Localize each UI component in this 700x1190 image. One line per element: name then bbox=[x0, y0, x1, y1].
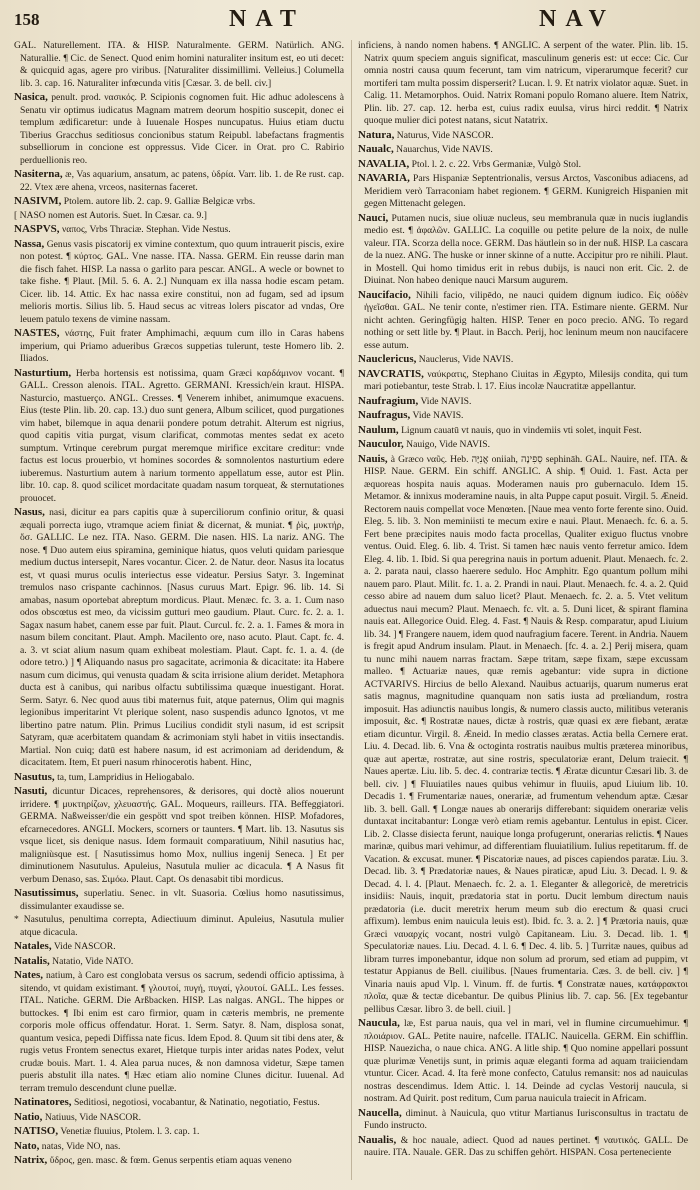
entry-text: Nihili facio, vilipēdo, ne nauci quidem dignum iudico. Εἰς οὐδὲν ἡγεῖσθαι. GAL. Ne tenir conte, n'estimer rien. ITA. Estimare niente. GERM. Nur nicht achten. Geringfügig halten. HISP. Tener en poco precio. ANG. To regard nothing or sett litle by. ¶ Plaut. in Bacch. Perij, hoc leninum meum non naucifacere esse autum. bbox=[364, 289, 688, 351]
entry-text: Natiuus, Vide NASCOR. bbox=[44, 1111, 142, 1123]
entry-headword: NASPVS, bbox=[14, 223, 60, 235]
entry-headword: Nauculor, bbox=[358, 438, 404, 450]
entry-text: Seditiosi, negotiosi, vocabantur, & Natinatio, negotiatio, Festus. bbox=[73, 1097, 320, 1108]
entry-text: Nauigo, Vide NAVIS. bbox=[406, 439, 490, 450]
entry-text: Vide NASCOR. bbox=[53, 941, 116, 952]
entry-text: Genus vasis piscatorij ex vimine contextum, quo quum intrauerit piscis, exire non potest. ¶ κύρτος. GAL. Vne nasse. ITA. Nassa. GERM. Ein reusse darin man die fisch fahet. HISP. La nassa o garlito para pescar. ANGL. A wecle or bownet to take fishe. ¶ Plaut. [Mil. 5. 6. A. 2.] Nunquam ex illa nassa hodie escam petam. Cicer. lib. 14. Attic. Ex hac nassa exire constitui, non ad fugam, sed ad ipsum melioris mortis. Silius lib. 5. Haud secus ac vitreas lolers piscator ad vndas, Ore leuem patulo texens de vimine nassam. bbox=[20, 238, 344, 325]
entry-headword: Natio, bbox=[14, 1110, 43, 1123]
entry-text: Ptolem. autore lib. 2. cap. 9. Galliæ Belgicæ vrbs. bbox=[63, 196, 256, 207]
dictionary-entry bbox=[14, 940, 344, 954]
dictionary-entry bbox=[14, 195, 344, 209]
entry-text: νάστης, Fuit frater Amphimachi, æquum cum illo in Caras habens imperium, qui Priamo adueribus Græcos suppetias tulerunt, teste Homero lib. 2. Iliados. bbox=[20, 328, 344, 364]
entry-headword: Natinatores, bbox=[14, 1096, 72, 1108]
entry-headword: Nauclericus, bbox=[358, 353, 417, 365]
dictionary-entry bbox=[358, 172, 688, 211]
entry-headword: Nates, bbox=[14, 969, 44, 981]
entry-text: ta, tum, Lampridius in Heliogabalo. bbox=[57, 771, 195, 783]
entry-headword: NAVCRATIS, bbox=[358, 367, 424, 380]
dictionary-entry bbox=[14, 969, 344, 1095]
dictionary-entry bbox=[358, 353, 688, 367]
entry-headword: Nassa, bbox=[14, 237, 45, 250]
entry-text: & hoc nauale, adiect. Quod ad naues pertinet. ¶ ναυτικός. GALL. De nauire. ITA. Nauale. GER. Das zu schiffen gehört. HISPAN. Cosa perteneciente bbox=[364, 1134, 688, 1158]
entry-headword: Nasiterna, bbox=[14, 168, 63, 180]
entry-text: æ, Vas aquarium, ansatum, ac patens, ὑδρία. Varr. lib. 1. de Re rust. cap. 22. Vtex ære ahena, vrceos, nasiternas faceret. bbox=[20, 169, 344, 193]
dictionary-entry bbox=[14, 168, 344, 194]
entry-headword: NASTES, bbox=[14, 327, 60, 339]
dictionary-entry bbox=[358, 289, 688, 353]
entry-headword: Nasturtium, bbox=[14, 366, 72, 379]
entry-text: Venetiæ fluuius, Ptolem. l. 3. cap. 1. bbox=[60, 1126, 200, 1137]
entry-headword: Nauis, bbox=[358, 452, 388, 465]
dictionary-entry bbox=[14, 955, 344, 969]
dictionary-entry bbox=[358, 438, 688, 452]
entry-headword: Naucifacio, bbox=[358, 288, 411, 301]
entry-headword: Nasus, bbox=[14, 506, 45, 518]
entry-headword: Naufragium, bbox=[358, 394, 419, 407]
entry-headword: Natura, bbox=[358, 128, 395, 141]
entry-headword: Natalis, bbox=[14, 954, 50, 967]
entry-text: Ptol. l. 2. c. 22. Vrbs Germaniæ, Vulgò Stol. bbox=[411, 158, 581, 170]
dictionary-entry bbox=[14, 1125, 344, 1139]
dictionary-entry bbox=[14, 1140, 344, 1154]
text-columns bbox=[14, 40, 688, 1180]
entry-headword: Nasutus, bbox=[14, 770, 55, 783]
entry-text: GAL. Naturellement. ITA. & HISP. Naturalmente. GERM. Natürlich. ANG. Naturallie. ¶ Cic. de Senect. Quod enim homini naturaliter insitum est, eo uti decet: & quicquid agas, agere pro viribus. [Naturaliter dissimillimi. Velleius.] Columella lib. 3. cap. 16. Naturaliter infœcunda vitis [Cæsar. 3. de bell. civ.] bbox=[14, 40, 344, 89]
dictionary-entry bbox=[358, 424, 688, 438]
page-number: 158 bbox=[14, 10, 40, 29]
entry-headword: Natrix, bbox=[14, 1154, 48, 1166]
entry-text: Putamen nucis, siue oliuæ nucleus, seu membranula quæ in nucis iuglandis medio est. ¶ ἀφαλῶν. GALLIC. La coquille ou petite pelure de la noix, de nulle valeur. ITA. Scorza della noce. GERM. Das häutlein so in der nuß. HISP. La cascara de la nuez. ANG. The huske or inner skinne of a nutte. Accipitur pro re nihili. Plaut. in Mostell. Qui homo timidus erit in rebus dubijs, is nauci non erit. Cic. 2. de Diuinat. Non habeo denique nauci Marsum augurem. bbox=[364, 212, 688, 286]
entry-text: Lignum cauatū vt nauis, quo in vindemiis vti solet, inquit Fest. bbox=[401, 424, 642, 436]
entry-headword: Natales, bbox=[14, 940, 52, 952]
entry-headword: Nasutissimus, bbox=[14, 887, 79, 899]
column-divider bbox=[351, 40, 352, 1180]
dictionary-entry bbox=[14, 238, 344, 327]
dictionary-entry bbox=[14, 1154, 344, 1168]
entry-headword: NAVALIA, bbox=[358, 157, 410, 170]
left-column bbox=[14, 40, 344, 1180]
page-header bbox=[14, 6, 688, 40]
dictionary-entry bbox=[14, 91, 344, 167]
dictionary-entry bbox=[14, 327, 344, 366]
entry-headword: NASIVM, bbox=[14, 195, 62, 207]
entry-text: ναπος, Vrbs Thraciæ. Stephan. Vide Nestus. bbox=[61, 224, 231, 235]
dictionary-entry bbox=[358, 395, 688, 409]
entry-text: nasi, dicitur ea pars capitis quæ à superciliorum confinio oritur, & quasi æquali porrecta iugo, vtramque aciem finiat & dicernat, & muniat. ¶ ῥὶς, μυκτήρ, ὄσ. GALLIC. Le nez. ITA. Naso. GERM. Die nasen. HIS. La nariz. ANG. The nose. ¶ Duo autem eius spiramina, geminique hiatus, quos veluti quidam pariesque medium ductus intersepit, Nares vocantur. Cicer. 2. de Natur. deor. Nasus ita locatus est, vt quasi murus oculis interiectus esse videatur. Persius Satyr. 3. Ingeminat tremulos naso crispante cachinnos. [Nasus curuus Mart. Epigr. 96. lib. 14. Si amabas, nasum oportebat abreptum mordicus. Plaut. Menæc. fc. 3. a. 1. Cum naso odos obscœtus est meo, da vicissim gutturi meo gaudium. Plaut. Curc. fc. 2. a. 1. Sagax nasum habet, canem esse par fuit. Plaut. Curcul. fc. 2. a. 1. Fames & mora in nasum bilem concitant. Plaut. Amph. Macilento ore, naso acuto. Plaut. Capt. fc. 4. a. 3. vt sciat alium nasum quam exhibeat molestiam. Plaut. Capt. fc. 1. a. 4. (de odore tetro.) ] ¶ Aliquando nasus pro sagacitate, acrimonia & dicacitate: ita Habere nasum cum dicimus, qui venusta quadam & scita irrisione alium deridet. Metaphora ducta est à canibus, qui naribus olfactu subtilissima quæque inuestigant. Horat. Serm. Satyr. 6. Nec quod auus tibi maternus fuit, atque paternus, Olim qui magnis legionibus imperitarint Vt plerique solent, naso suspendis adunco Ignotos, vt me libertino patre natum. Plin. Primus Lucilius condidit styli nasum, id est scripsit Satyram, quæ acerbitatem quandam & acrimoniam styli habet in vitiis insectandis. Martial. Non cuiq; datū est habere nasum, id est acrimoniam ad deridendum, & dicacitatem. Item, Et pueri nasum rhinocerotis habent. Hinc, bbox=[20, 507, 344, 768]
entry-headword: Naufragus, bbox=[358, 409, 411, 421]
dictionary-entry bbox=[14, 914, 344, 939]
entry-text: inficiens, à nando nomen habens. ¶ ANGLIC. A serpent of the water. Plin. lib. 15. Natrix quum speciem anguis significat, masculinum generis est: ut ecce: Cic. Cur omnia nostri causa quum fecerunt, tam vim natricum, viperarumque fecerit? cur mortiferi tam multa possim disperserit? Lucan. l. 9. Et natrix violator aquæ. Suet. in Calig. 11. Metamorphos. Ouid. Natrix Romani populo Romano aluere. Item Natrix, Plin. lib. 27. cap. 12. herba est, cuius radix euulsa, virus hirci reddit. ¶ Natrix quoque mulier dici potest natans, sicut Natatrix. bbox=[358, 40, 688, 126]
entry-text: natas, Vide NO, nas. bbox=[41, 1140, 121, 1152]
entry-headword: Naucella, bbox=[358, 1106, 402, 1119]
entry-headword: Nasuti, bbox=[14, 785, 48, 797]
entry-text: * Nasutulus, penultima correpta, Adiectiuum diminut. Apuleius, Nasutula mulier atque dicacula. bbox=[14, 914, 344, 938]
dictionary-entry bbox=[358, 453, 688, 1017]
dictionary-entry bbox=[14, 40, 344, 90]
dictionary-entry bbox=[358, 1107, 688, 1133]
entry-text: Nauarchus, Vide NAVIS. bbox=[396, 144, 493, 155]
dictionary-entry bbox=[14, 210, 344, 223]
entry-text: à Græco ναῦς. Heb. אֳנִיָּה oniiah, סְפִינָה sephināh. GAL. Nauire, nef. ITA. & HISP. Naue. GERM. Ein schiff. ANGLIC. A ship. ¶ Ouid. 1. Fast. Acta per æquoreas hospita nauis aquas. Moderamen nauis pro gubernaculo. Idem 15. Metamor. & innixus moderamine nauis, in alta Puppe caput posuit. Virgil. 5. Æneid. Rectorem nauis compellat voce Menœten. [Naue mea vento forte ferente sino. Ouid. Eleg. 5. lib. 3. Non meminiisti te mecum exire e naui. Plaut. Menaech. fc. 6. a. 5. Fert bene præcipites nauis modo facta procellas, Qualiter exiguo fluctus vnobre ventus. Ouid. Eleg. 6. lib. 4. Trist. Si tamen hæc nauis vento ferretur amico. Idem Eleg. 4. lib. 1. Ibid. Si qua peregrina nauis in portum aduenit. Plaut. Menaech. fc. 2. a. 2. parata naui, classo haerere sedulo. Hoc Amphitr. Ego quantum pollum mihi nauem paro. Plaut. Milit. fc. 1. a. 2. Prandi in naui. Plaut. Menaech. fc. 4. a. 2. Quid cesso abire ad nauem dum saluo licet? Plaut. Menaech. fc. 2. a. 5. Vtet velitum aduectus naui mecum? Plaut. Menaech. fc. vlt. a. 5. Duni licet, & spirant flamina nauis eat. Allegorice Ouid. Eleg. 4. Fast. ¶ Nauis & Resp. comparatur, apud Liuium lib. 34. ] ¶ Frangere nauem, idem quod naufragium facere. Terent. in Andria. Nauem is fregit apud Andrum insulam. Plaut. in Menaech. [fc. 4. a. 2.] Perij misera, quam tu nunc mihi nauem narras fractam. Sæpe tritam, sæpe fixam, sæpe excussam malleo. ¶ Actuariæ naues, quæ remis agebantur: vide supra in dictione ACTVARIVS. Hircius de bello Alexand. Nauibus actuarijs, quarum numerus erat satis magnus, magnitudine quanquam non satis iusta ad prœliandum, rostra imposuit. Has adiunctis nauibus longis, & numero classis aucto, militibus veteranis imposuit, &c. ¶ Rostratæ naues, dictæ à rostris, quæ quasi ex ære fiebant, æratæ etiam dicuntur. Virgil. 8. Æneid. In medio classes æratas. Actia bella Cernere erat. Liu. 4. Decad. lib. 6. Vna & octoginta rostratis nauibus multis præterea minoribus, quæ aut apertæ, rostratæ, aut sine rostris, speculatoriæ erant, Delum traiecit. ¶ Naues apertæ. Liu. lib. 5. dec. 4. contrariæ tectis. ¶ Æratæ dicuntur Cæsari lib. 3. de bell. civ. ] ¶ Fluuiatiles naues quibus vehimur in fluuiis, apud Liuium lib. 10. Decadis 1. ¶ Frumentariæ naues, onerariæ, ad frumentum vehendum aptæ. Cæsar lib. 3. bell. Gall. ¶ Longæ naues ab onerarijs differebant: siquidem onerariæ velis duntaxat incitabantur: Longæ verò etiam remis agebantur. Lentulus in epist. Cicer. Lib. 2. Classe disiecta ferunt, nauique longa profugerunt, onerarias relictis. ¶ Naues marinæ, quibus mari vehimur, ad differentiam fluuiatilium. Iulius repetitarum. ff. de Vacation. & excusat. muner. ¶ Piscatoriæ naues, ad pisces capiendos paratæ. Liu. 3. Decad. lib. 3. ¶ Prædatoriæ naues, & Naues piraticæ, apud Liu. 3. Decad. l. 9. & Decad. 4. l. 4. [Plaut. Menaech. fc. 2. a. 1. Eleganter & allegoricè, de meretricis insidiis: Nauis, inquit, prædatoria stat in portu. Ducit lembum directum nauis prædatoria (i.e. ducit meretrix herum meum sub dio erectum & quasi cruci affixum). lembus enim nauicula leuis est). Ibid. fc. 3. a. 2. ] ¶ Prætoria nauis, quæ Græci ναυαρχίς vocant, nostri vulgò Capitaneam. Liu. 3. Decad. lib. 1. ¶ Speculatoriæ naues. Liu. Decad. 4. l. 6. ¶ Dec. 4. lib. 5. ] Turritæ naues, quibus ad libram turres imponebantur, idque non solum ad prorum, sed etiam ad puppim, vt testatur Appianus de Bell. ciuilibus. [Naues frumentaria. Cæs. 3. de bell. civ. ] ¶ Vinaria nauis apud Vlp. l. Vinum. ff. de furtis. ¶ Constratæ naues, κατάφρακτοι πλοῖα, quæ & tectæ dicebantur. De quibus Plinius lib. 7. cap. 56. [Ex tegebantur pellibus Cæsar. libro 3. de bell. ciuil. ] bbox=[364, 453, 688, 1015]
dictionary-entry bbox=[14, 785, 344, 886]
entry-headword: NAVARIA, bbox=[358, 172, 410, 184]
entry-text: Pars Hispaniæ Septentrionalis, versus Arctos, Vasconibus adiacens, ad Meridiem verò Tarraconiam habet regionem. ¶ GERM. Kunigreich Hispanien mit gegen Mittenacht gelegen. bbox=[364, 173, 688, 209]
dictionary-entry bbox=[358, 40, 688, 128]
dictionary-entry bbox=[14, 367, 344, 506]
entry-text: ναύκρατις, Stephano Ciuitas in Ægypto, Milesijs condita, qui tum mari potiebantur, teste Strab. l. 17. Eius incolæ Naucratitæ appellantur. bbox=[364, 368, 688, 392]
entry-text: Vide NAVIS. bbox=[412, 410, 464, 421]
entry-text: læ, Est parua nauis, qua vel in mari, vel in flumine circumuehimur. ¶ πλοιάριον. GAL. Petite nauire, nafcelle. ITALIC. Nauicella. GERM. Ein schifflin. HISP. Nauezicha, o naue chica. ANG. A litle ship. ¶ Quo nomine appellari possunt quæ plurimæ Venetijs sunt, in primis aquæ eleganti forma ad aquam traiiciendam vtuntur. Cicer. Acad. 4. Ita ferè mone confecto, Catulus remansit: nos ad nauiculas nostras descendimus. Idem Attic. l. 14. Deinde ad cyclas Vestorij naucula, si nostram. Ad Quirit. post reditum, Cum parua nauicula traiecit in Africam. bbox=[364, 1018, 688, 1104]
dictionary-entry bbox=[358, 212, 688, 288]
dictionary-entry bbox=[358, 143, 688, 157]
entry-text: penult. prod. νασικός. P. Scipionis cognomen fuit. Hic adhuc adolescens à Senatu vir optimus iudicatus Magnam matrem deorum hospitio suscepit, donec ei templum ædificaretur: unde à Iuuenale Hospes nuncupatus. Huius etiam ductu Tiberius Gracchus seditiosus concionibus statum Reipubl. labefactans fragmentis subselliorum in concione est oppressus. Vide Cicer. in Orat. pro C. Rabirio perduellionis reo. bbox=[20, 92, 344, 166]
entry-headword: Naucula, bbox=[358, 1017, 400, 1029]
entry-headword: Nato, bbox=[14, 1139, 40, 1152]
entry-text: Naturus, Vide NASCOR. bbox=[396, 129, 494, 141]
entry-headword: Nasica, bbox=[14, 91, 48, 103]
entry-text: diminut. à Nauicula, quo vtitur Martianus Iurisconsultus in tractatu de Fundo instructo. bbox=[364, 1107, 688, 1131]
dictionary-entry bbox=[14, 1096, 344, 1110]
dictionary-entry bbox=[358, 409, 688, 423]
dictionary-entry bbox=[14, 887, 344, 913]
dictionary-entry bbox=[14, 1111, 344, 1125]
entry-text: Natatio, Vide NATO. bbox=[52, 955, 134, 967]
entry-text: [ NASO nomen est Autoris. Suet. In Cæsar. ca. 9.] bbox=[14, 209, 207, 221]
entry-text: natium, à Caro est conglobata versus os sacrum, sedendi officio aptissima, à sitendo, vt quidam existimant. ¶ γλουτοί, πυγή, πυγαί, γλουτοί. GALL. Les fesses. ITAL. Natiche. GERM. Die Arßbacken. HISP. Las nalgas. ANGL. The hippes or buttockes. ¶ Ibi enim est caro firmior, quam in cæteris membris, ne premente corporis mole officus offendatur. Horat. 1. Serm. Satyr. 8. Nam, displosa sonat, quantum vesica, pepedi Diffissa nate ficus. Idem Epod. 8. Quum sit tibi dens ater, & rugis vetus Frontem senectus exaret, Hietque turpis inter aridas nates Podex, velut crudæ bouis. Mart. 1. 4. Alea parua nuces, & non damnosa videtur, Sæpe tamen pueris abstulit illa nates. ¶ Hæc etiam alio nomine Clunes dicitur. Iuuenal. Ad terram tremulo descendunt clune puellæ. bbox=[20, 970, 344, 1094]
dictionary-entry bbox=[14, 223, 344, 237]
right-column bbox=[358, 40, 688, 1180]
dictionary-entry bbox=[358, 1134, 688, 1160]
dictionary-entry bbox=[14, 506, 344, 770]
entry-headword: NATISO, bbox=[14, 1125, 59, 1137]
entry-text: Vide NAVIS. bbox=[420, 395, 472, 407]
entry-text: ὕδρος, gen. masc. & fœm. Genus serpentis etiam aquas veneno bbox=[49, 1155, 292, 1166]
dictionary-entry bbox=[358, 368, 688, 394]
entry-headword: Nauci, bbox=[358, 211, 389, 224]
dictionary-entry bbox=[358, 158, 688, 172]
dictionary-entry bbox=[14, 771, 344, 785]
entry-headword: Naualc, bbox=[358, 143, 394, 155]
entry-headword: Naulum, bbox=[358, 423, 399, 436]
dictionary-entry bbox=[358, 129, 688, 143]
running-head-left: NAT bbox=[229, 6, 305, 32]
entry-text: Nauclerus, Vide NAVIS. bbox=[418, 354, 514, 365]
entry-headword: Naualis, bbox=[358, 1133, 397, 1146]
entry-text: dicuntur Dicaces, reprehensores, & derisores, qui doctè alios nouerunt irridere. ¶ μυκτηρίζων, χλευαστής. GAL. Moqueurs, railleurs. ITA. Beffeggiatori. GERMA. Naßweisser/die ein gespött vnd spot treiben können. HISP. Mofadores, efcarnecedores. ANGLI. Mockers, scorners or taunters. ¶ Mart. lib. 13. Nasutus sis vsque licet, sis denique nasus. Idem formauit comparatiuum, Nihil nasutius hac, maligniùsque est. [ Nasutissimus homo Mox, nullius ingenij Seneca. ] Et per diminutionem Nasutulus. Apuleius, Nasutula mulier ac dicacula. ¶ A Nasus fit verbum Denaso, sas. Σιμόω. Plaut. Capt. Os denasabit tibi mordicus. bbox=[20, 786, 344, 885]
dictionary-entry bbox=[358, 1017, 688, 1106]
entry-text: Herba hortensis est notissima, quam Græci καρδάμινον vocant. ¶ GALL. Cresson alenois. ITAL. Agretto. GERMANI. Kressich/ein kraut. HISPA. Nasturcio, mastuerço. ANGL. Cresses. ¶ Venerem inhibet, animumque exacuens. Eius (teste Plin. lib. 20. cap. 13.) duo sunt genera, Album scilicet, quod purgationes vim habet, bilemque in aqua denarii pondere potum detrahit. Alterum est nigrius, quod capitis vitia purgat, visum clarificat, commotas mentes sedat ex aceto sumptum. Vrtinque cerebrum purgat meremque mirifice excitare creditur: vnde factus est locus prouerbio, vt homines socordes & somnolentos nasturtium edere iuberemus. Nasturtium autem à narium tormento appellatum esse, autor est Plin. libr. 10. cap. 8. quod scilicet mordacitate quadam nasum torqueat, & sternutationes prouocet. bbox=[20, 367, 344, 504]
entry-text: superlatiu. Senec. in vlt. Suasoria. Cœlius homo nasutissimus, dissimulanter exaudisse se. bbox=[20, 888, 344, 912]
running-head-right: NAV bbox=[539, 6, 615, 32]
